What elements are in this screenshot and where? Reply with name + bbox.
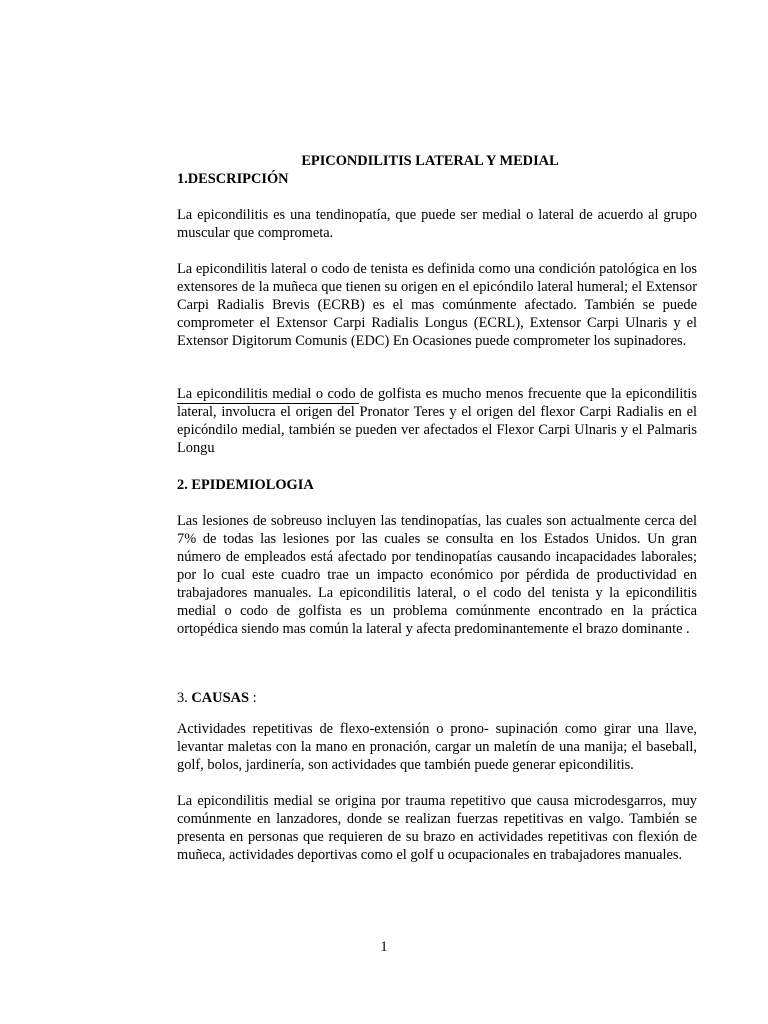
paragraph-text: Actividades repetitivas de flexo-extensión o prono- supinación como girar una llave, levantar maletas con la mano en pronación, cargar un maletín de una manija; el baseball, golf, bolos, jardinería, son actividades que también puede generar epicondilitis. [177, 721, 697, 773]
section-2-heading: 2. EPIDEMIOLOGIA [177, 477, 314, 493]
section-3-heading-number: 3. [177, 690, 192, 706]
paragraph-text: La epicondilitis medial o codo de golfista es mucho menos frecuente que la epicondilitis lateral, involucra el origen del Pronator Teres y el origen del flexor Carpi Radialis en el epicóndilo medial, también se pueden ver afectados el Flexor Carpi Ulnaris y el Palmaris Longu [177, 386, 697, 456]
section-2-paragraph-1 [177, 512, 697, 638]
section-1-paragraph-2 [177, 260, 697, 350]
section-3-heading [177, 689, 697, 707]
page-number: 1 [380, 939, 388, 955]
section-3-heading-word: CAUSAS [191, 690, 249, 706]
section-3-paragraph-2 [177, 792, 697, 864]
section-1-heading: 1.DESCRIPCIÓN [177, 171, 289, 187]
paragraph-text: Las lesiones de sobreuso incluyen las tendinopatías, las cuales son actualmente cerca del 7% de todas las lesiones por las cuales se consulta en los Estados Unidos. Un gran número de empleados está afectado por tendinopatías causando incapacidades laborales; por lo cual este cuadro trae un impacto económico por pérdida de productividad en trabajadores manuales. La epicondilitis lateral, o el codo del tenista y la epicondilitis medial o codo de golfista es un problema comúnmente encontrado en la práctica ortopédica siendo mas común la lateral y afecta predominantemente el brazo dominante . [177, 513, 697, 637]
section-3-paragraph-1 [177, 720, 697, 774]
section-3-heading-suffix: : [248, 690, 257, 706]
paragraph-text: La epicondilitis lateral o codo de tenista es definida como una condición patológica en los extensores de la muñeca que tienen su origen en el epicóndilo lateral humeral; el Extensor Carpi Radialis Brevis (ECRB) es el mas comúnmente afectado. También se puede comprometer el Extensor Carpi Radialis Longus (ECRL), Extensor Carpi Ulnaris y el Extensor Digitorum Comunis (EDC) En Ocasiones puede comprometer los supinadores. [177, 261, 697, 349]
paragraph-text: La epicondilitis es una tendinopatía, que puede ser medial o lateral de acuerdo al grupo muscular que comprometa. [177, 207, 697, 241]
document-title: EPICONDILITIS LATERAL Y MEDIAL [301, 153, 559, 169]
underline-rule [177, 403, 359, 404]
paragraph-text: La epicondilitis medial se origina por trauma repetitivo que causa microdesgarros, muy comúnmente en lanzadores, donde se realizan fuerzas repetitivas en valgo. También se presenta en personas que requieren de su brazo en actividades repetitivas con flexión de muñeca, actividades deportivas como el golf u ocupacionales en trabajadores manuales. [177, 793, 697, 863]
section-1-paragraph-1 [177, 206, 697, 242]
section-1-paragraph-3 [177, 385, 697, 457]
